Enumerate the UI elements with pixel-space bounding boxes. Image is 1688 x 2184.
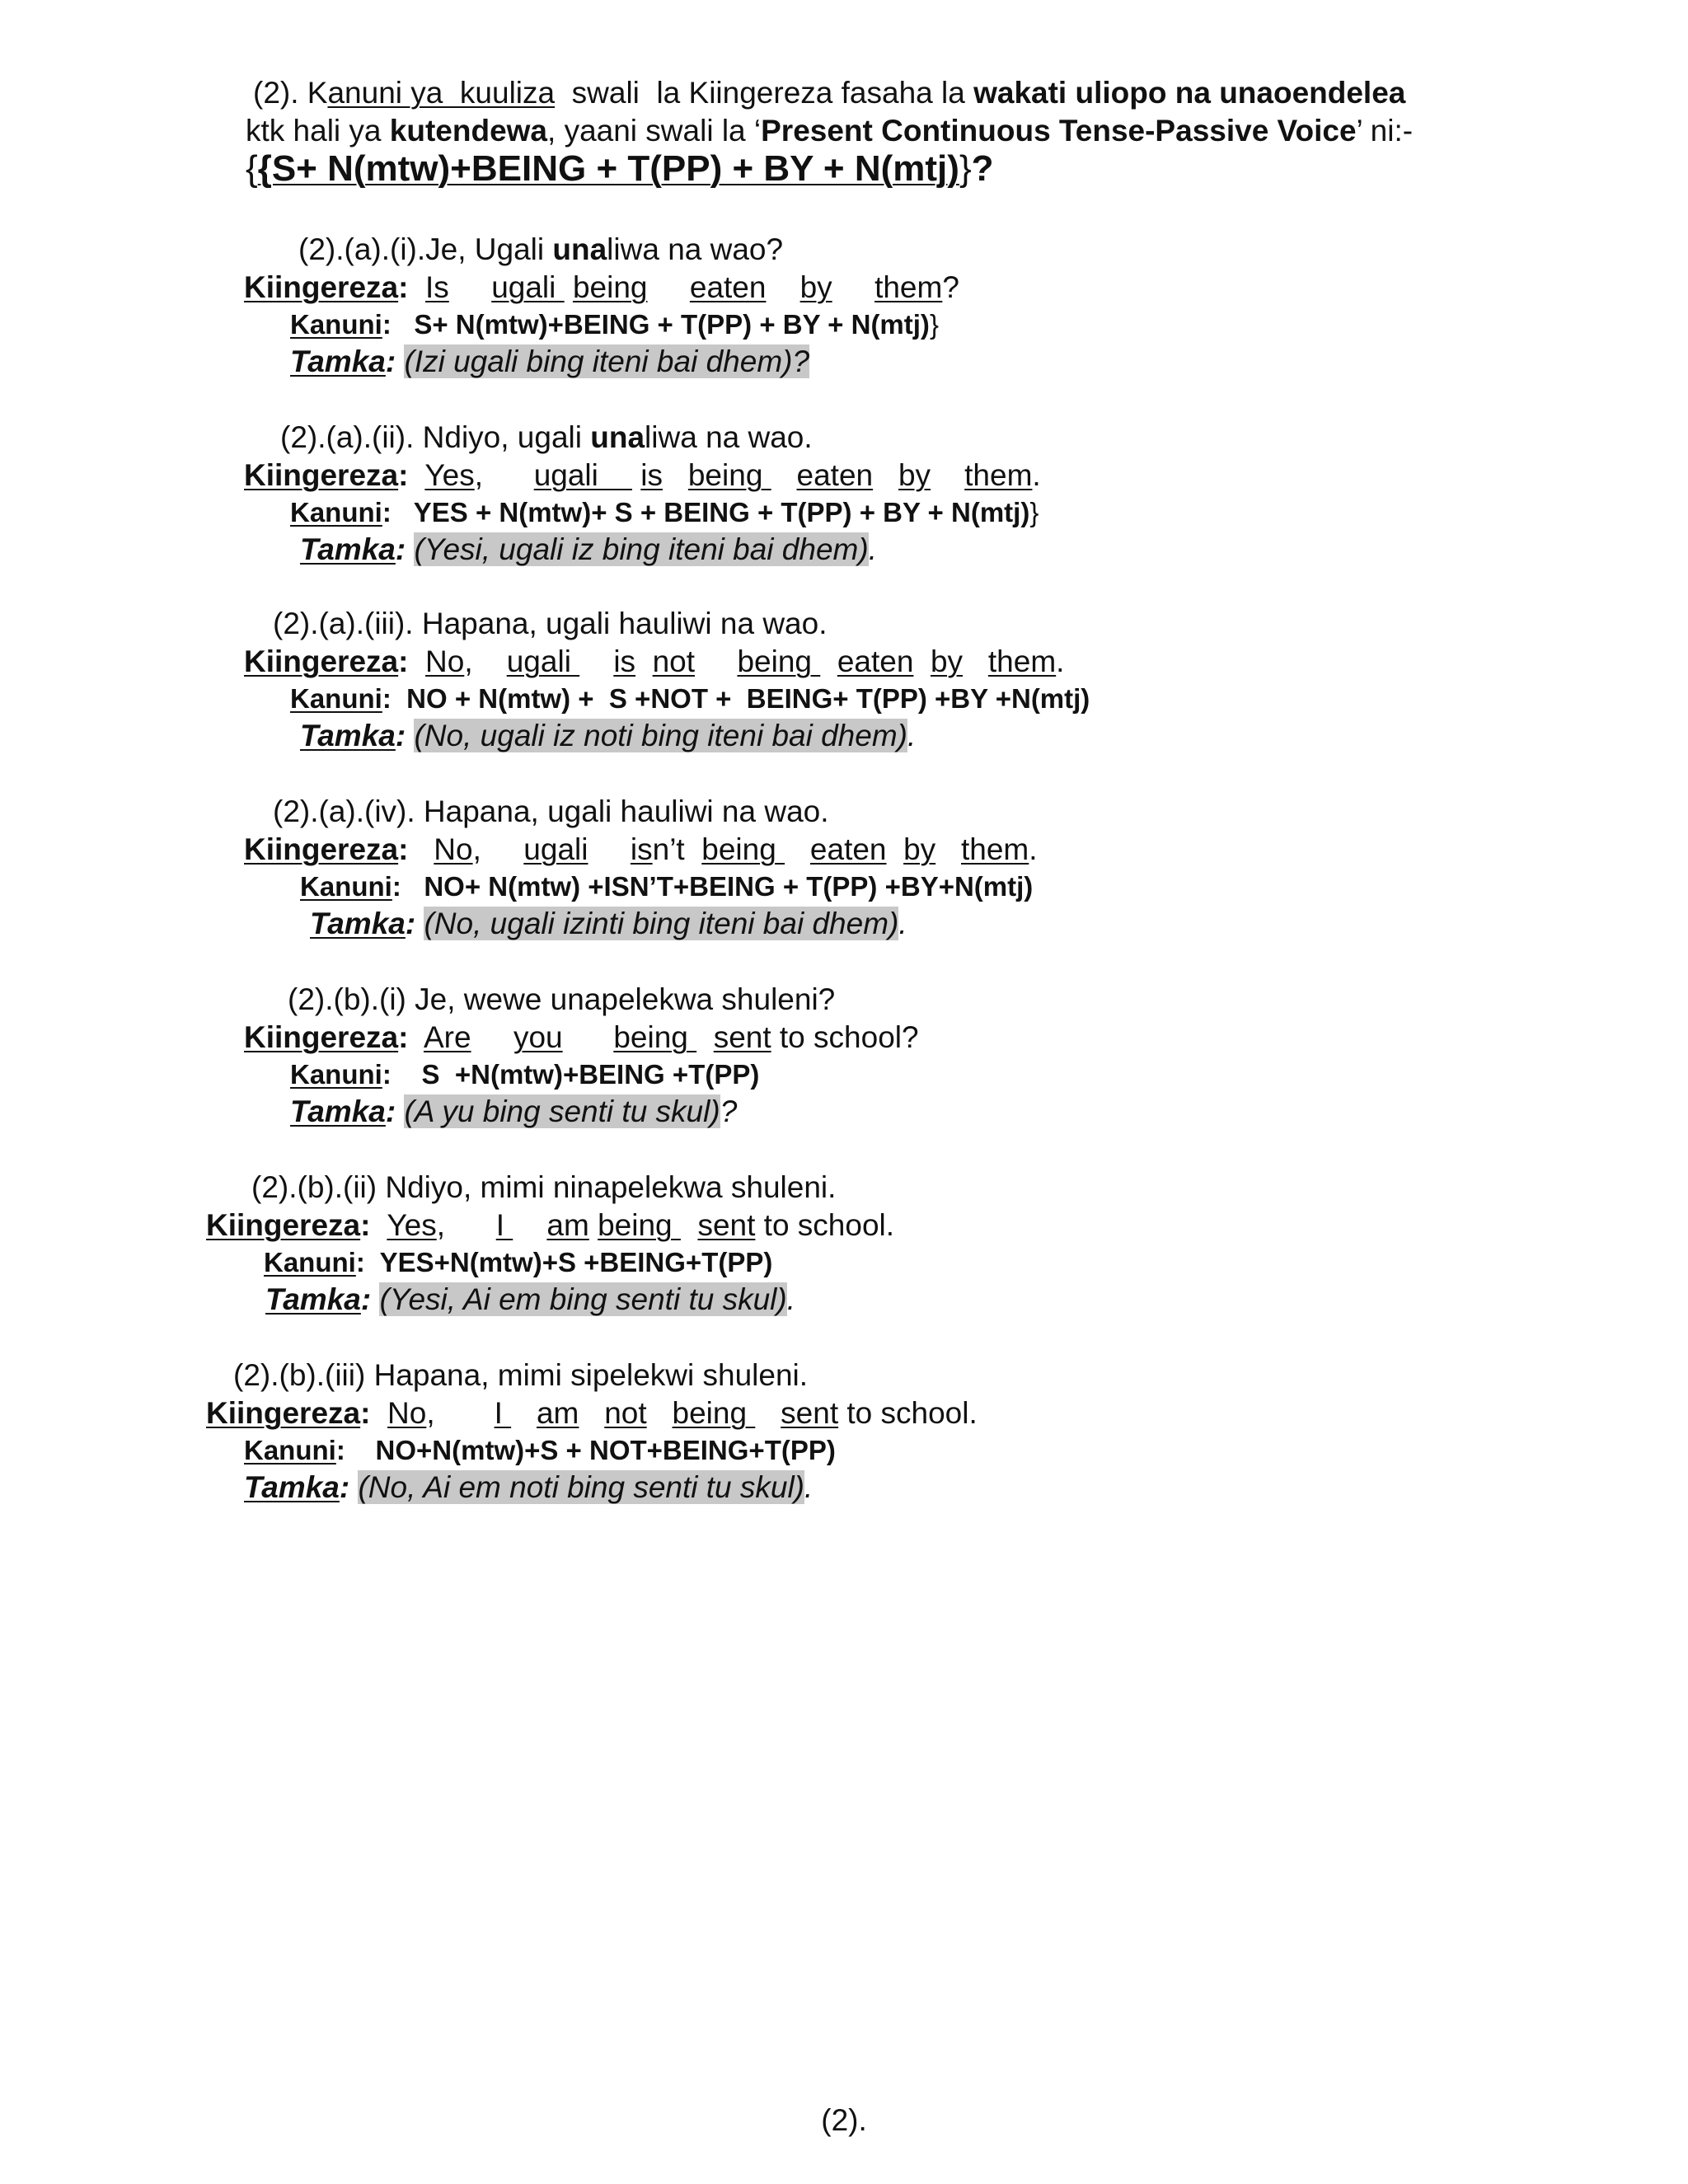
example-4-english: Kiingereza: No, ugali isn’t being eaten by them. — [244, 832, 1038, 866]
example-6-english: Kiingereza: Yes, I am being sent to school. — [206, 1208, 895, 1242]
page-number: (2). — [821, 2103, 867, 2137]
tamka-label: Tamka — [244, 1470, 340, 1504]
example-7-tamka: Tamka: (No, Ai em noti bing senti tu skul). — [244, 1470, 814, 1504]
kanuni-label: Kanuni — [290, 683, 382, 714]
example-4-kanuni: Kanuni: NO+ N(mtw) +ISN’T+BEING + T(PP) +BY+N(mtj) — [300, 871, 1034, 902]
example-3-english: Kiingereza: No, ugali is not being eaten by them. — [244, 644, 1065, 678]
example-5-tamka: Tamka: (A yu bing senti tu skul)? — [290, 1094, 738, 1128]
example-3-heading: (2).(a).(iii). Hapana, ugali hauliwi na wao. — [273, 607, 828, 640]
kanuni-label: Kanuni — [290, 1059, 382, 1090]
tamka-label: Tamka — [300, 719, 396, 752]
kiingereza-label: Kiingereza — [244, 644, 399, 678]
example-3-kanuni: Kanuni: NO + N(mtw) + S +NOT + BEING+ T(PP) +BY +N(mtj) — [290, 683, 1090, 714]
kanuni-label: Kanuni — [264, 1247, 356, 1277]
example-5-heading: (2).(b).(i) Je, wewe unapelekwa shuleni? — [288, 982, 836, 1016]
example-2-kanuni: Kanuni: YES + N(mtw)+ S + BEING + T(PP) + BY + N(mtj)} — [290, 497, 1039, 527]
example-6-tamka: Tamka: (Yesi, Ai em bing senti tu skul). — [265, 1282, 795, 1316]
tamka-label: Tamka — [265, 1282, 361, 1316]
kanuni-label: Kanuni — [290, 309, 382, 340]
example-4-heading: (2).(a).(iv). Hapana, ugali hauliwi na wao. — [273, 794, 829, 828]
example-1-heading: (2).(a).(i).Je, Ugali unaliwa na wao? — [298, 232, 784, 266]
example-4-tamka: Tamka: (No, ugali izinti bing iteni bai dhem). — [310, 907, 907, 940]
kiingereza-label: Kiingereza — [244, 270, 399, 304]
kiingereza-label: Kiingereza — [244, 1020, 399, 1054]
example-6-kanuni: Kanuni: YES+N(mtw)+S +BEING+T(PP) — [264, 1247, 773, 1277]
kanuni-label: Kanuni — [300, 871, 392, 902]
example-5-english: Kiingereza: Are you being sent to school? — [244, 1020, 919, 1054]
intro-line-1: (2). Kanuni ya kuuliza swali la Kiingereza fasaha la wakati uliopo na unaoendelea — [253, 76, 1406, 110]
example-2-english: Kiingereza: Yes, ugali is being eaten by them. — [244, 458, 1041, 492]
kiingereza-label: Kiingereza — [244, 458, 399, 492]
example-6-heading: (2).(b).(ii) Ndiyo, mimi ninapelekwa shuleni. — [251, 1170, 837, 1204]
kiingereza-label: Kiingereza — [244, 832, 399, 866]
tamka-label: Tamka — [310, 907, 406, 940]
example-2-heading: (2).(a).(ii). Ndiyo, ugali unaliwa na wao. — [280, 420, 813, 454]
example-1-kanuni: Kanuni: S+ N(mtw)+BEING + T(PP) + BY + N(mtj)} — [290, 309, 939, 340]
example-1-tamka: Tamka: (Izi ugali bing iteni bai dhem)? — [290, 344, 810, 378]
example-3-tamka: Tamka: (No, ugali iz noti bing iteni bai dhem). — [300, 719, 917, 752]
example-2-tamka: Tamka: (Yesi, ugali iz bing iteni bai dhem). — [300, 532, 877, 566]
example-7-english: Kiingereza: No, I am not being sent to school. — [206, 1396, 978, 1430]
example-5-kanuni: Kanuni: S +N(mtw)+BEING +T(PP) — [290, 1059, 760, 1090]
tamka-label: Tamka — [290, 1094, 386, 1128]
kiingereza-label: Kiingereza — [206, 1208, 361, 1242]
example-7-heading: (2).(b).(iii) Hapana, mimi sipelekwi shuleni. — [233, 1358, 809, 1392]
kiingereza-label: Kiingereza — [206, 1396, 361, 1430]
example-7-kanuni: Kanuni: NO+N(mtw)+S + NOT+BEING+T(PP) — [244, 1435, 836, 1465]
tamka-label: Tamka — [300, 532, 396, 566]
kanuni-label: Kanuni — [290, 497, 382, 527]
intro-formula: {{S+ N(mtw)+BEING + T(PP) + BY + N(mtj)}? — [246, 148, 994, 189]
tamka-label: Tamka — [290, 344, 386, 378]
example-1-english: Kiingereza: Is ugali being eaten by them? — [244, 270, 959, 304]
kanuni-label: Kanuni — [244, 1435, 336, 1465]
intro-line-2: ktk hali ya kutendewa, yaani swali la ‘Present Continuous Tense-Passive Voice’ ni:- — [246, 114, 1414, 148]
